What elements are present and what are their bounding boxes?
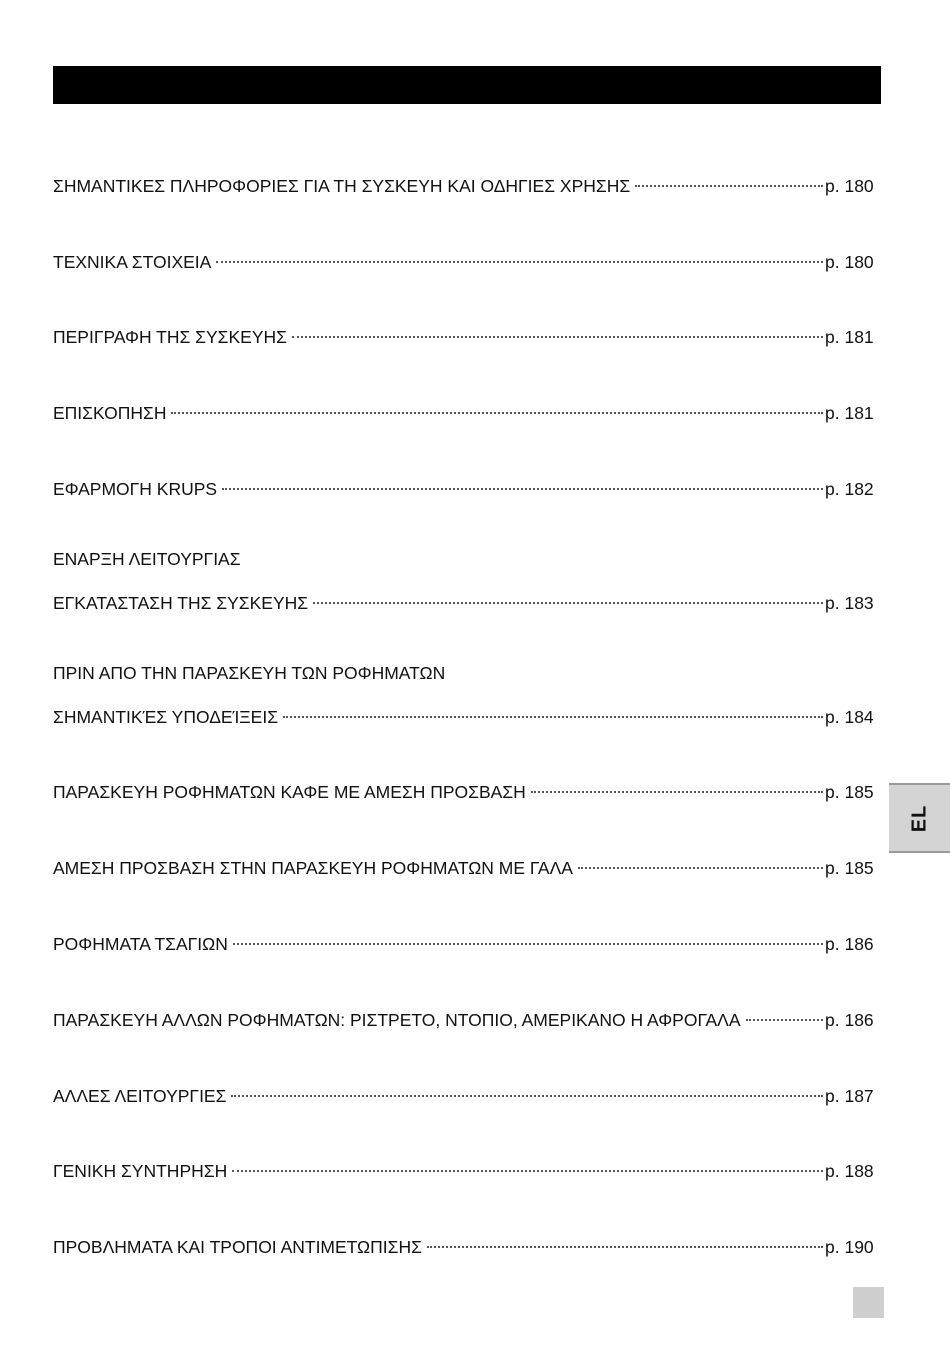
toc-entry-page: p. 182	[825, 479, 874, 499]
toc-entry-page: p. 180	[825, 252, 874, 272]
toc-entry[interactable]	[53, 585, 879, 613]
toc-leader-dots	[171, 395, 823, 419]
toc-leader-dots	[427, 1229, 823, 1253]
toc-entry[interactable]	[53, 1078, 879, 1106]
toc-leader-dots	[283, 699, 823, 723]
toc-entry[interactable]	[53, 926, 879, 954]
page-number-box	[853, 1287, 884, 1318]
toc-entry[interactable]	[53, 1229, 879, 1257]
toc-entry-page: p. 185	[825, 782, 874, 802]
toc-leader-dots	[531, 774, 823, 798]
toc-entry-title: ΣΗΜΑΝΤΙΚΕΣ ΠΛΗΡΟΦΟΡΙΕΣ ΓΙΑ ΤΗ ΣΥΣΚΕΥΗ ΚΑΙ ΟΔΗΓΙΕΣ ΧΡΗΣΗΣ	[53, 176, 631, 196]
toc-leader-dots	[292, 319, 823, 343]
toc-entry[interactable]	[53, 1002, 879, 1030]
toc-section-heading	[53, 661, 879, 685]
toc-entry-title: ΑΛΛΕΣ ΛΕΙΤΟΥΡΓΙΕΣ	[53, 1086, 227, 1106]
toc-leader-dots	[313, 585, 823, 609]
toc-entry-title: ΕΠΙΣΚΟΠΗΣΗ	[53, 403, 167, 423]
toc-leader-dots	[222, 471, 823, 495]
toc-entry-title: ΑΜΕΣΗ ΠΡΟΣΒΑΣΗ ΣΤΗΝ ΠΑΡΑΣΚΕΥΗ ΡΟΦΗΜΑΤΩΝ ΜΕ ΓΑΛΑ	[53, 858, 573, 878]
toc-section-heading	[53, 547, 879, 571]
toc-entry-page: p. 183	[825, 593, 874, 613]
toc-leader-dots	[578, 850, 823, 874]
header-bar	[53, 66, 881, 104]
toc-entry-page: p. 185	[825, 858, 874, 878]
toc-entry-page: p. 181	[825, 327, 874, 347]
toc-entry-title: ΣΗΜΑΝΤΙΚΈΣ ΥΠΟΔΕΊΞΕΙΣ	[53, 707, 279, 727]
toc-entry-page: p. 186	[825, 1010, 874, 1030]
toc-entry[interactable]	[53, 471, 879, 499]
toc-leader-dots	[233, 926, 823, 950]
toc-leader-dots	[635, 168, 823, 192]
toc-entry[interactable]	[53, 699, 879, 727]
toc-entry-page: p. 187	[825, 1086, 874, 1106]
toc-leader-dots	[216, 244, 823, 268]
toc-entry-page: p. 186	[825, 934, 874, 954]
toc-entry-title: ΠΕΡΙΓΡΑΦΗ ΤΗΣ ΣΥΣΚΕΥΗΣ	[53, 327, 287, 347]
toc-entry-page: p. 184	[825, 707, 874, 727]
toc-entry-title: ΓΕΝΙΚΗ ΣΥΝΤΗΡΗΣΗ	[53, 1161, 228, 1181]
toc-entry-page: p. 181	[825, 403, 874, 423]
toc-entry[interactable]	[53, 774, 879, 802]
toc-section-title: ΠΡΙΝ ΑΠΟ ΤΗΝ ΠΑΡΑΣΚΕΥΗ ΤΩΝ ΡΟΦΗΜΑΤΩΝ	[53, 663, 446, 683]
toc-leader-dots	[746, 1002, 823, 1026]
toc-entry-title: ΡΟΦΗΜΑΤΑ ΤΣΑΓΙΩΝ	[53, 934, 228, 954]
toc-entry-page: p. 180	[825, 176, 874, 196]
toc-leader-dots	[231, 1078, 823, 1102]
toc-entry-title: ΤΕΧΝΙΚΑ ΣΤΟΙΧΕΙΑ	[53, 252, 212, 272]
toc-entry-title: ΕΦΑΡΜΟΓΗ KRUPS	[53, 479, 218, 499]
toc-entry[interactable]	[53, 1153, 879, 1181]
language-tab-label: EL	[908, 804, 930, 832]
toc-entry[interactable]	[53, 395, 879, 423]
toc-entry[interactable]	[53, 244, 879, 272]
toc-entry[interactable]	[53, 168, 879, 196]
toc-entry-title: ΠΑΡΑΣΚΕΥΗ ΑΛΛΩΝ ΡΟΦΗΜΑΤΩΝ: ΡΙΣΤΡΕΤΟ, ΝΤΟΠΙΟ, ΑΜΕΡΙΚΑΝΟ Η ΑΦΡΟΓΑΛΑ	[53, 1010, 741, 1030]
toc-leader-dots	[232, 1153, 823, 1177]
toc-entry-title: ΠΑΡΑΣΚΕΥΗ ΡΟΦΗΜΑΤΩΝ ΚΑΦΕ ΜΕ ΑΜΕΣΗ ΠΡΟΣΒΑΣΗ	[53, 782, 526, 802]
toc-entry-page: p. 188	[825, 1161, 874, 1181]
toc-entry[interactable]	[53, 850, 879, 878]
toc-entry-title: ΠΡΟΒΛΗΜΑΤΑ ΚΑΙ ΤΡΟΠΟΙ ΑΝΤΙΜΕΤΩΠΙΣΗΣ	[53, 1237, 422, 1257]
toc-entry-page: p. 190	[825, 1237, 874, 1257]
language-tab[interactable]	[889, 783, 950, 853]
toc-entry-title: ΕΓΚΑΤΑΣΤΑΣΗ ΤΗΣ ΣΥΣΚΕΥΗΣ	[53, 593, 309, 613]
toc-section-title: ΕΝΑΡΞΗ ΛΕΙΤΟΥΡΓΙΑΣ	[53, 549, 241, 569]
toc-entry[interactable]	[53, 319, 879, 347]
